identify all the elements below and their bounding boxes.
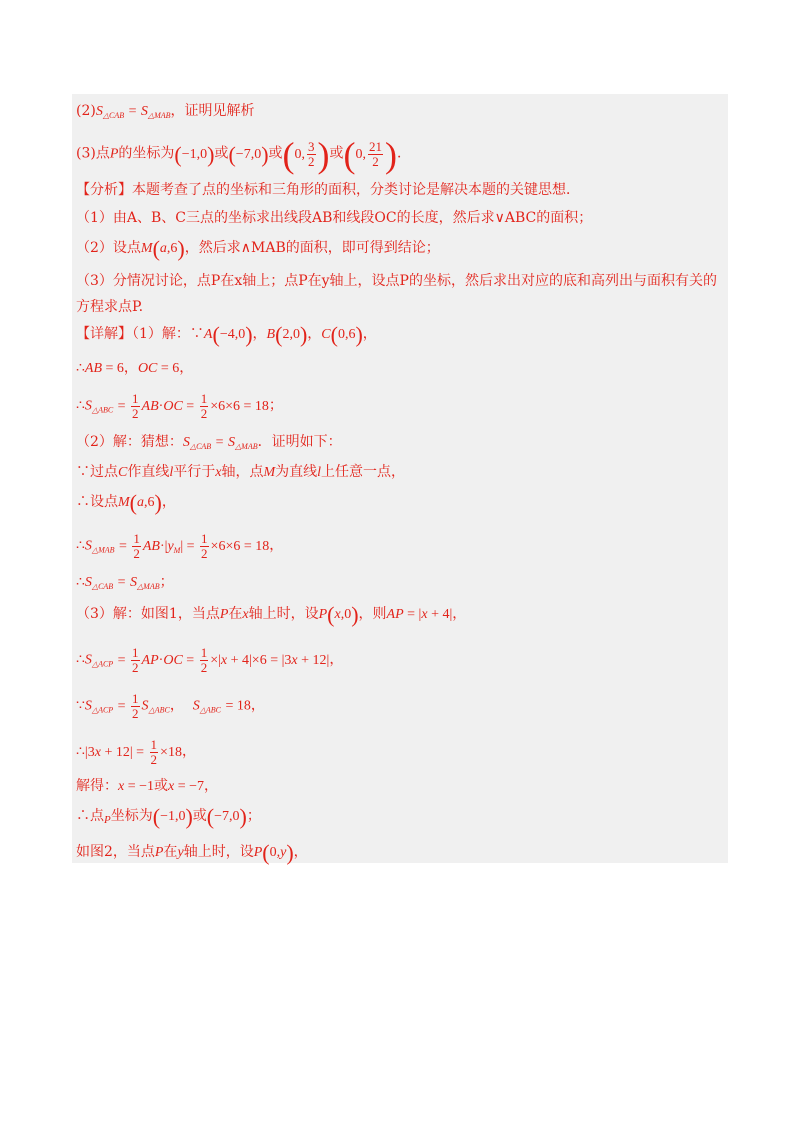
analysis-header: 【分析】 bbox=[76, 182, 132, 198]
answer-2-label: (2) bbox=[76, 103, 96, 119]
detail-equal: $\therefore S_{\triangle CAB} = S_{\triangle MAB}$； bbox=[76, 574, 174, 591]
analysis-step-1: （1）由A、B、C三点的坐标求出线段AB和线段OC的长度，然后求∨ABC的面积； bbox=[76, 210, 593, 226]
analysis-step-3: （3）分情况讨论，点P在x轴上；点P在y轴上，设点P的坐标，然后求出对应的底和高列出与面积有关的方程求点P. bbox=[76, 273, 717, 315]
answer-3: (3)点P的坐标为(−1,0)或(−7,0)或(0, $\frac{3}{2}$ )或(0, $\frac{21}{2}$ )． bbox=[76, 134, 412, 175]
analysis-step-2: （2）设点M(a,6)，然后求∧MAB的面积，即可得到结论； bbox=[76, 235, 440, 261]
detail-given: ∵过点C作直线l平行于x轴，点M为直线l上任意一点， bbox=[76, 464, 406, 480]
analysis-intro: 【分析】本题考查了点的坐标和三角形的面积，分类讨论是解决本题的关键思想． bbox=[76, 182, 580, 198]
detail-equation: ∴|3x + 12| = $\frac{1}{2}$ ×18， bbox=[76, 737, 196, 767]
detail-half-relation: $\because S_{\triangle ACP}$ = $\frac{1}{2}$ $S_{\triangle ABC}$， $S_{\triangle ABC} = 18$， bbox=[76, 691, 265, 721]
detail-part-2: （2）解：猜想：$S_{\triangle CAB} = S_{\triangle MAB}$．证明如下： bbox=[76, 434, 342, 451]
detail-lengths: ∴AB = 6，OC = 6， bbox=[76, 360, 194, 376]
detail-part-1: 【详解】（1）解：∵A(−4,0)，B(2,0)，C(0,6)， bbox=[76, 321, 377, 347]
detail-set-m: ∴设点M(a,6)， bbox=[76, 489, 176, 515]
answer-2: $(2)S_{\triangle CAB} = S_{\triangle MAB}$，证明见解析 bbox=[76, 103, 255, 120]
detail-coord: ∴点$_P$坐标为(−1,0)或(−7,0)； bbox=[76, 803, 261, 829]
detail-header: 【详解】 bbox=[76, 326, 132, 342]
detail-figure-2: 如图2，当点P在y轴上时，设P(0,y)， bbox=[76, 839, 308, 865]
detail-area-mab: $\therefore S_{\triangle MAB}$ = $\frac{1}{2}$ $AB\cdot|y_M|$ = $\frac{1}{2}$ ×6×6 = 18， bbox=[76, 531, 284, 561]
detail-solution: 解得：x = −1或x = −7， bbox=[76, 778, 219, 794]
answer-2-text: ，证明见解析 bbox=[170, 103, 255, 119]
detail-part-3: （3）解：如图1，当点P在x轴上时，设P(x,0)，则AP = |x + 4|， bbox=[76, 601, 467, 627]
detail-area-abc: $\therefore S_{\triangle ABC}$ = $\frac{1}{2}$ AB·OC = $\frac{1}{2}$ ×6×6 = 18； bbox=[76, 391, 283, 421]
detail-area-acp: $\therefore S_{\triangle ACP}$ = $\frac{1}{2}$ AP·OC = $\frac{1}{2}$ ×|x + 4|×6 = |3x + 12|， bbox=[76, 645, 344, 675]
